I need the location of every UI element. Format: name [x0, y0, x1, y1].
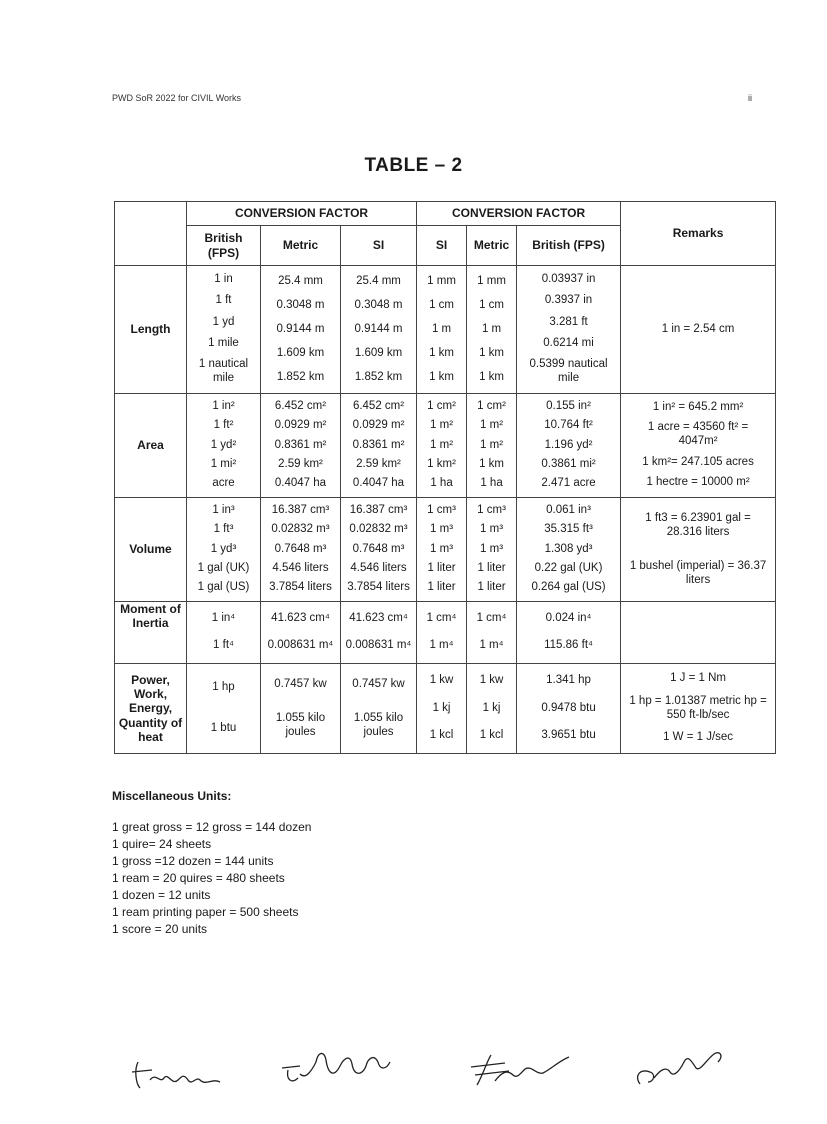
cell-value: 0.4047 ha	[352, 476, 405, 489]
row-label: Power, Work, Energy, Quantity of heat	[115, 664, 187, 754]
remark-line: 1 ft3 = 6.23901 gal = 28.316 liters	[645, 511, 751, 538]
cell-value: 0.024 in⁴	[545, 612, 592, 625]
cell-value: 0.3861 mi²	[541, 457, 596, 470]
cell-value: 1 kw	[479, 674, 504, 687]
remarks-header: Remarks	[621, 202, 776, 266]
remark-line: 1 acre = 43560 ft² = 4047m²	[647, 421, 749, 448]
cell-value: 41.623 cm⁴	[271, 612, 330, 625]
cell-value: 1 km	[429, 346, 454, 359]
cell-metric	[261, 266, 341, 394]
cell-value: 1 nautical mile	[198, 358, 249, 384]
cell-value: 1 ft⁴	[213, 639, 234, 652]
cell-value: 0.3048 m	[354, 298, 403, 311]
misc-units-list	[112, 819, 612, 938]
cell-value: 1 km	[429, 370, 454, 383]
misc-unit-line: 1 score = 20 units	[112, 922, 208, 936]
cell-value: 1 ft	[215, 294, 232, 307]
cell-value: 0.3937 in	[544, 294, 593, 307]
remark-line: 1 W = 1 J/sec	[663, 731, 734, 744]
remark-line: 1 bushel (imperial) = 36.37 liters	[629, 559, 767, 586]
cell-value: 0.7457 kw	[352, 677, 405, 690]
cell-value: 1 m	[481, 322, 502, 335]
cell-value: 1 liter	[477, 580, 506, 593]
cell-value: 4.546 liters	[350, 561, 407, 574]
cell-value: 1.055 kilo joules	[353, 711, 404, 738]
remark-line: 1 J = 1 Nm	[670, 671, 727, 684]
row-label: Moment of Inertia	[115, 602, 187, 664]
cell-si2	[417, 266, 467, 394]
cell-metric2	[467, 498, 517, 602]
cell-value: 1 mile	[208, 336, 239, 349]
cell-value: 1.308 yd³	[544, 542, 593, 555]
cell-value: 1 kj	[432, 701, 451, 714]
cell-value: 0.9478 btu	[541, 701, 596, 714]
cell-si	[341, 498, 417, 602]
cell-value: 1 gal (US)	[197, 580, 250, 593]
cell-value: 1 in⁴	[211, 612, 236, 625]
cell-value: 1 m³	[480, 523, 504, 536]
cell-value: 1 cm⁴	[426, 612, 457, 625]
cell-value: acre	[212, 476, 235, 489]
cell-british	[187, 498, 261, 602]
cell-value: 1 kcl	[429, 728, 454, 741]
cell-value: 1 ha	[430, 476, 453, 489]
cell-british2	[517, 498, 621, 602]
cell-value: 1.609 km	[354, 346, 403, 359]
subheader-si-2: SI	[417, 226, 467, 266]
table-row	[115, 394, 776, 498]
cell-value: 0.4047 ha	[274, 476, 327, 489]
cell-value: 1 mi²	[210, 457, 237, 470]
cell-value: 10.764 ft²	[544, 419, 593, 432]
cell-metric2	[467, 602, 517, 664]
cell-value: 0.7457 kw	[274, 677, 327, 690]
cell-value: 1.055 kilo joules	[275, 711, 326, 738]
cell-value: 6.452 cm²	[274, 400, 327, 413]
cell-value: 1 in³	[212, 504, 235, 517]
remark-line: 1 km²= 247.105 acres	[642, 455, 754, 468]
cell-metric	[261, 498, 341, 602]
cell-value: 0.02832 m³	[349, 523, 408, 536]
cell-remarks	[621, 602, 776, 664]
cell-value: 1 mm	[427, 274, 456, 287]
corner-cell	[115, 202, 187, 266]
misc-units-section	[112, 789, 612, 938]
cell-value: 1 cm²	[427, 400, 456, 413]
signature-1	[130, 1050, 230, 1095]
cell-british	[187, 602, 261, 664]
signature-3	[465, 1045, 575, 1095]
cell-value: 1 yd	[212, 315, 235, 328]
subheader-metric: Metric	[261, 226, 341, 266]
cell-si2	[417, 664, 467, 754]
cell-value: 1 cm⁴	[476, 612, 507, 625]
page-header	[112, 93, 752, 103]
cell-value: 1 cm	[429, 298, 454, 311]
cell-value: 3.9651 btu	[541, 728, 596, 741]
row-label: Length	[115, 266, 187, 394]
cell-si	[341, 602, 417, 664]
signature-4	[630, 1040, 730, 1095]
cell-value: 1.196 yd²	[544, 438, 593, 451]
table-row	[115, 498, 776, 602]
cell-value: 25.4 mm	[356, 274, 401, 287]
cell-value: 1 liter	[427, 580, 456, 593]
cell-british	[187, 394, 261, 498]
cell-value: 1.852 km	[354, 370, 403, 383]
cell-value: 1 m²	[430, 419, 454, 432]
table-row	[115, 266, 776, 394]
cell-value: 1 mm	[477, 274, 506, 287]
cell-value: 0.0929 m²	[274, 419, 327, 432]
cell-value: 1 m²	[480, 419, 504, 432]
cell-value: 1 m⁴	[429, 639, 454, 652]
cell-value: 3.7854 liters	[347, 580, 410, 593]
cell-value: 0.9144 m	[354, 322, 403, 335]
cell-value: 1 cm²	[477, 400, 506, 413]
cell-british2	[517, 602, 621, 664]
cell-remarks	[621, 498, 776, 602]
misc-unit-line: 1 gross =12 dozen = 144 units	[112, 854, 274, 868]
cell-value: 1 m³	[480, 542, 504, 555]
cell-value: 1.609 km	[276, 346, 325, 359]
cell-value: 16.387 cm³	[271, 504, 330, 517]
cell-metric2	[467, 394, 517, 498]
row-label: Volume	[115, 498, 187, 602]
cell-value: 4.546 liters	[272, 561, 329, 574]
cell-value: 41.623 cm⁴	[349, 612, 408, 625]
table-row	[115, 664, 776, 754]
cell-si	[341, 266, 417, 394]
cell-value: 1 cm³	[427, 504, 456, 517]
cell-value: 16.387 cm³	[349, 504, 408, 517]
cell-value: 1 m⁴	[479, 639, 504, 652]
cell-value: 1 gal (UK)	[197, 561, 250, 574]
misc-unit-line: 1 ream = 20 quires = 480 sheets	[112, 871, 285, 885]
cell-metric	[261, 394, 341, 498]
cell-value: 2.471 acre	[541, 476, 596, 489]
cell-value: 1 kj	[482, 701, 501, 714]
signatures	[130, 1040, 730, 1100]
cell-value: 1 liter	[477, 561, 506, 574]
cell-british2	[517, 664, 621, 754]
cell-value: 3.7854 liters	[269, 580, 332, 593]
cell-si	[341, 664, 417, 754]
table-title: TABLE – 2	[364, 155, 463, 176]
cell-value: 115.86 ft⁴	[544, 639, 593, 652]
cell-value: 1 kcl	[479, 728, 504, 741]
cell-value: 1 ft²	[213, 419, 234, 432]
cell-si2	[417, 602, 467, 664]
cell-value: 0.02832 m³	[271, 523, 330, 536]
misc-unit-line: 1 quire= 24 sheets	[112, 837, 212, 851]
cell-value: 0.8361 m²	[274, 438, 327, 451]
cell-value: 1 ft³	[213, 523, 234, 536]
cell-value: 0.9144 m	[276, 322, 325, 335]
misc-unit-line: 1 ream printing paper = 500 sheets	[112, 905, 299, 919]
cell-metric	[261, 664, 341, 754]
cell-value: 0.008631 m⁴	[267, 639, 334, 652]
cell-value: 0.03937 in	[541, 273, 596, 286]
cell-british2	[517, 394, 621, 498]
conversion-table	[114, 201, 776, 754]
cell-value: 1 km²	[427, 457, 456, 470]
cell-value: 0.7648 m³	[274, 542, 327, 555]
cell-value: 1 hp	[212, 681, 235, 694]
cell-si	[341, 394, 417, 498]
document-title: PWD SoR 2022 for CIVIL Works	[112, 93, 242, 103]
group-header-2: CONVERSION FACTOR	[417, 202, 621, 226]
remark-line: 1 in² = 645.2 mm²	[652, 400, 744, 413]
cell-value: 0.155 in²	[546, 400, 591, 413]
misc-unit-line: 1 great gross = 12 gross = 144 dozen	[112, 820, 312, 834]
cell-si2	[417, 498, 467, 602]
cell-remarks	[621, 266, 776, 394]
cell-value: 0.264 gal (US)	[531, 580, 606, 593]
cell-metric2	[467, 664, 517, 754]
cell-value: 0.3048 m	[276, 298, 325, 311]
cell-value: 1 km	[479, 457, 504, 470]
cell-value: 0.6214 mi	[543, 336, 594, 349]
cell-value: 0.8361 m²	[352, 438, 405, 451]
cell-value: 1 km	[479, 346, 504, 359]
cell-value: 1 ha	[480, 476, 503, 489]
cell-value: 1 km	[479, 370, 504, 383]
cell-value: 1 in²	[212, 400, 235, 413]
cell-british2	[517, 266, 621, 394]
misc-units-heading: Miscellaneous Units:	[112, 789, 232, 803]
cell-value: 25.4 mm	[278, 274, 323, 287]
cell-value: 0.0929 m²	[352, 419, 405, 432]
cell-value: 6.452 cm²	[352, 400, 405, 413]
cell-value: 1 kw	[429, 674, 454, 687]
cell-metric2	[467, 266, 517, 394]
signature-2	[278, 1040, 398, 1095]
cell-value: 1 m²	[430, 438, 454, 451]
cell-remarks	[621, 664, 776, 754]
cell-value: 35.315 ft³	[544, 523, 593, 536]
cell-value: 1 m³	[430, 542, 454, 555]
subheader-metric-2: Metric	[467, 226, 517, 266]
cell-metric	[261, 602, 341, 664]
cell-value: 1 cm	[479, 298, 504, 311]
misc-unit-line: 1 dozen = 12 units	[112, 888, 211, 902]
cell-value: 1 in	[214, 273, 233, 286]
remark-line: 1 hp = 1.01387 metric hp = 550 ft-lb/sec	[629, 694, 767, 721]
cell-value: 1 m³	[430, 523, 454, 536]
subheader-si: SI	[341, 226, 417, 266]
cell-value: 1 yd³	[210, 542, 237, 555]
cell-value: 1.852 km	[276, 370, 325, 383]
row-label: Area	[115, 394, 187, 498]
cell-value: 2.59 km²	[356, 457, 401, 470]
cell-si2	[417, 394, 467, 498]
cell-value: 0.5399 nautical mile	[529, 358, 608, 384]
cell-value: 3.281 ft	[549, 315, 588, 328]
cell-british	[187, 664, 261, 754]
cell-value: 1 cm³	[477, 504, 506, 517]
cell-value: 1 m	[431, 322, 452, 335]
cell-value: 1 btu	[210, 722, 237, 735]
remark-line: 1 in = 2.54 cm	[661, 322, 735, 335]
page-number: ii	[748, 93, 752, 103]
cell-value: 0.22 gal (UK)	[534, 561, 603, 574]
cell-british	[187, 266, 261, 394]
cell-value: 0.7648 m³	[352, 542, 405, 555]
remark-line: 1 hectre = 10000 m²	[646, 476, 750, 489]
cell-value: 0.008631 m⁴	[345, 639, 412, 652]
cell-value: 1 m²	[480, 438, 504, 451]
subheader-british: British (FPS)	[187, 226, 261, 266]
table-row	[115, 602, 776, 664]
subheader-british-2: British (FPS)	[517, 226, 621, 266]
cell-value: 1 yd²	[210, 438, 237, 451]
cell-value: 1 liter	[427, 561, 456, 574]
cell-remarks	[621, 394, 776, 498]
cell-value: 1.341 hp	[546, 674, 591, 687]
group-header-1: CONVERSION FACTOR	[187, 202, 417, 226]
cell-value: 2.59 km²	[278, 457, 323, 470]
cell-value: 0.061 in³	[546, 504, 591, 517]
